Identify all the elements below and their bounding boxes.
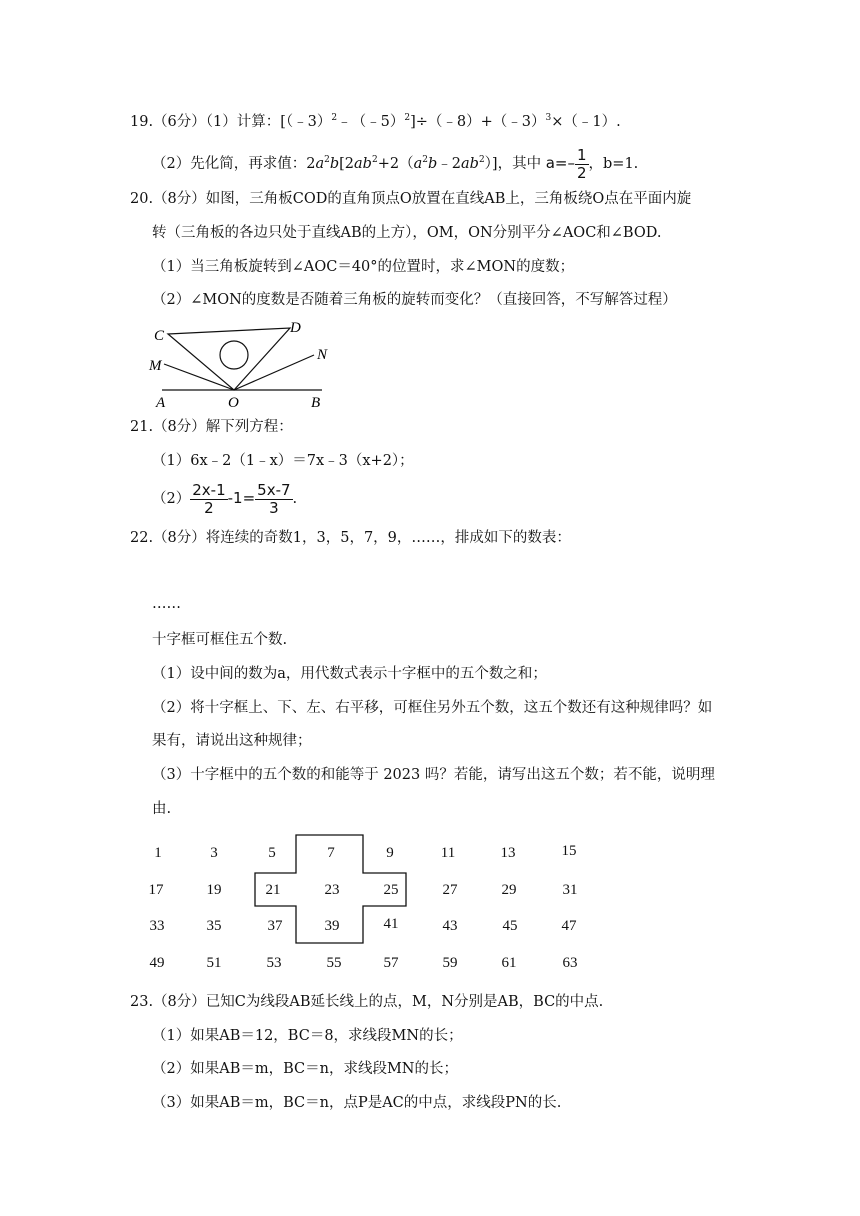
q23-part2: （2）如果AB＝m，BC＝n，求线段MN的长； bbox=[152, 1061, 458, 1077]
q19-exp3: 3 bbox=[545, 113, 552, 124]
table-cell: 61 bbox=[501, 955, 517, 971]
q19-p2-c: +2（ bbox=[377, 156, 414, 172]
q22-head: 22.（8分）将连续的奇数1，3，5，7，9，……，排成如下的数表： bbox=[130, 530, 571, 546]
q21-end: . bbox=[292, 491, 298, 507]
label-b: B bbox=[311, 395, 321, 410]
table-cell: 11 bbox=[440, 845, 456, 861]
q19-exp2: 2 bbox=[404, 113, 411, 124]
q23-part1: （1）如果AB＝12，BC＝8，求线段MN的长； bbox=[152, 1028, 463, 1044]
q23-part3: （3）如果AB＝m，BC＝n，点P是AC的中点，求线段PN的长. bbox=[152, 1095, 562, 1111]
q21-f1-den: 2 bbox=[204, 498, 214, 517]
q19-p2-e: ）]，其中 bbox=[484, 156, 542, 172]
q19-head: 19.（6分）（1）计算：[（﹣3） bbox=[130, 114, 332, 130]
table-cell: 55 bbox=[326, 955, 342, 971]
q19-mid: ﹣（﹣5） bbox=[337, 114, 405, 130]
table-cell: 25 bbox=[383, 882, 399, 898]
q19-p2-a: （2）先化简，再求值：2 bbox=[152, 156, 316, 172]
q21-f2-num: 5x-7 bbox=[257, 480, 291, 499]
q20-part1: （1）当三角板旋转到∠AOC＝40°的位置时，求∠MON的度数； bbox=[152, 259, 575, 275]
table-cell: 59 bbox=[442, 955, 458, 971]
q21-f2-den: 3 bbox=[269, 498, 279, 517]
table-cell: 47 bbox=[561, 918, 577, 934]
table-cell: 19 bbox=[206, 882, 222, 898]
label-d: D bbox=[290, 320, 301, 336]
q23-head: 23.（8分）已知C为线段AB延长线上的点，M，N分别是AB，BC的中点. bbox=[130, 994, 604, 1010]
q21-f1-num: 2x-1 bbox=[192, 480, 226, 499]
table-cell: 15 bbox=[561, 843, 577, 859]
table-cell: 5 bbox=[268, 845, 276, 861]
q22-part3b: 由. bbox=[152, 801, 172, 817]
q22-part1: （1）设中间的数为a，用代数式表示十字框中的五个数之和； bbox=[152, 666, 547, 682]
q21-p2-label: （2） bbox=[152, 491, 191, 507]
table-cell: 33 bbox=[149, 918, 165, 934]
table-cell: 39 bbox=[324, 918, 340, 934]
table-cell: 3 bbox=[210, 845, 218, 861]
q21-head: 21.（8分）解下列方程： bbox=[130, 419, 293, 435]
table-cell: 53 bbox=[266, 955, 282, 971]
q19-a-eq: a=– bbox=[545, 154, 575, 172]
label-n: N bbox=[317, 347, 328, 363]
table-cell: 13 bbox=[500, 845, 516, 861]
table-cell: 29 bbox=[501, 882, 517, 898]
table-cell: 35 bbox=[206, 918, 222, 934]
table-cell: 9 bbox=[386, 845, 394, 861]
table-cell: 21 bbox=[265, 882, 281, 898]
q21-minus1: -1= bbox=[227, 489, 256, 507]
table-cell: 41 bbox=[383, 916, 399, 932]
q19-exp1: 2 bbox=[331, 113, 338, 124]
q19-tail: ×（﹣1）. bbox=[551, 114, 621, 130]
q22-dots: …… bbox=[152, 596, 181, 612]
label-c: C bbox=[154, 328, 165, 344]
table-cell: 7 bbox=[327, 845, 335, 861]
label-o: O bbox=[228, 395, 239, 410]
table-cell: 57 bbox=[383, 955, 399, 971]
table-cell: 31 bbox=[562, 882, 578, 898]
table-cell: 49 bbox=[149, 955, 165, 971]
q19-mid2: ]÷（﹣8）+（﹣3） bbox=[410, 114, 546, 130]
table-cell: 45 bbox=[502, 918, 518, 934]
table-cell: 23 bbox=[324, 882, 340, 898]
label-a: A bbox=[156, 395, 166, 410]
q20-line1: 20.（8分）如图，三角板COD的直角顶点O放置在直线AB上，三角板绕O点在平面内旋 bbox=[130, 191, 692, 207]
table-cell: 1 bbox=[154, 845, 162, 861]
label-m: M bbox=[149, 358, 162, 374]
q19-frac-den: 2 bbox=[576, 163, 587, 182]
q22-part2b: 果有，请说出这种规律； bbox=[152, 733, 312, 749]
q21-part1: （1）6x﹣2（1﹣x）＝7x﹣3（x+2）； bbox=[152, 453, 414, 469]
q22-part3a: （3）十字框中的五个数的和能等于 2023 吗？若能，请写出这五个数；若不能，说明理 bbox=[152, 767, 715, 783]
q19-p2-b: [2 bbox=[339, 156, 355, 172]
table-cell: 43 bbox=[442, 918, 458, 934]
q22-part2a: （2）将十字框上、下、左、右平移，可框住另外五个数，这五个数还有这种规律吗？如 bbox=[152, 700, 713, 716]
table-cell: 27 bbox=[442, 882, 458, 898]
table-cell: 37 bbox=[267, 918, 283, 934]
table-cell: 17 bbox=[148, 882, 164, 898]
table-cell: 63 bbox=[562, 955, 578, 971]
q19-b-eq: ，b=1. bbox=[588, 156, 639, 172]
q19-part2: （2）先化简，再求值：$2a^2b[2ab^2+2(a^2b﹣2ab^2)]$，其中 a=– $\frac{1}{2}$ ，b=1. bbox=[152, 145, 639, 182]
q20-line2: 转（三角板的各边只处于直线AB的上方），OM，ON分别平分∠AOC和∠BOD. bbox=[152, 225, 662, 241]
table-cell: 51 bbox=[206, 955, 222, 971]
q19-p2-d: ﹣2 bbox=[437, 156, 461, 172]
q20-part2: （2）∠MON的度数是否随着三角板的旋转而变化？（直接回答，不写解答过程） bbox=[152, 292, 677, 308]
q19-frac-num: 1 bbox=[576, 145, 587, 164]
q22-frame: 十字框可框住五个数. bbox=[152, 632, 288, 648]
